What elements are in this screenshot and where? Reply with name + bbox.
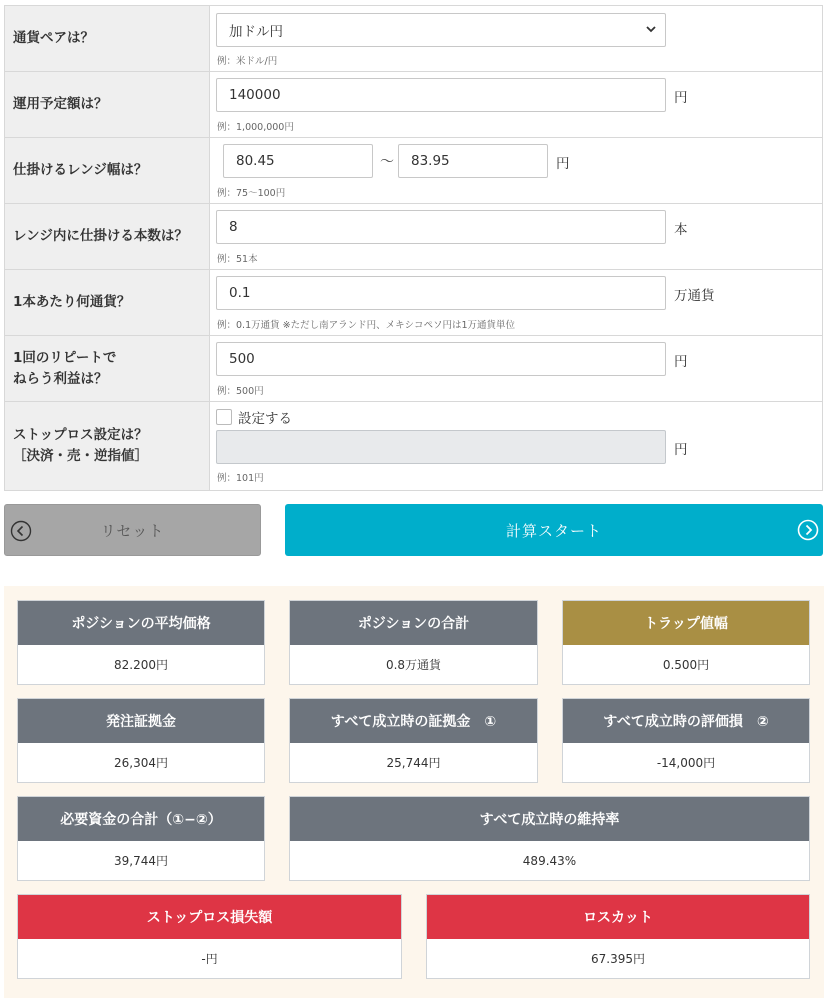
start-button[interactable] [285,504,823,556]
stoploss-unit: 円 [674,442,688,458]
currency-pair-value: 加ドル円 [229,24,283,40]
stoploss-loss-value: -円 [201,952,218,966]
required-funds-title: 必要資金の合計（①−②） [18,797,264,841]
stoploss-hint: 例：101円 [217,473,264,484]
filled-loss-title: すべて成立時の評価損 ② [563,699,809,743]
trap-width-card [562,600,810,685]
range-separator: 〜 [380,154,394,170]
reset-button-label: リセット [100,521,165,540]
stoploss-loss-card [17,894,402,979]
filled-margin-card [289,698,538,783]
start-button-label: 計算スタート [505,521,602,540]
filled-loss-card [562,698,810,783]
lot-hint: 例：0.1万通貨 ※ただし南アランド円、メキシコペソ円は1万通貨単位 [217,320,516,331]
chevron-right-circle-icon [797,519,819,541]
range-low-input[interactable]: 80.45 [223,144,373,178]
trap-width-title: トラップ値幅 [563,601,809,645]
profit-unit: 円 [674,354,688,370]
reset-button[interactable] [4,504,261,556]
avg-price-card [17,600,265,685]
budget-input[interactable]: 140000 [216,78,666,112]
budget-unit: 円 [674,90,688,106]
filled-loss-value: -14,000円 [656,756,716,770]
stoploss-input[interactable] [216,430,666,464]
profit-label: 1回のリピートで ねらう利益は？ [5,336,210,401]
chevron-down-icon [645,23,657,35]
stoploss-checkbox[interactable] [216,409,232,425]
maintenance-rate-title: すべて成立時の維持率 [290,797,809,841]
profit-hint: 例：500円 [217,386,264,397]
maintenance-rate-card [289,796,810,881]
required-funds-value: 39,744円 [114,854,168,868]
avg-price-value: 82.200円 [114,658,168,672]
count-hint: 例：51本 [217,254,258,265]
chevron-left-circle-icon [10,520,32,542]
range-unit: 円 [556,156,570,172]
avg-price-title: ポジションの平均価格 [18,601,264,645]
lot-input[interactable]: 0.1 [216,276,666,310]
budget-hint: 例：1,000,000円 [217,122,294,133]
row-lot [5,270,822,336]
currency-pair-hint: 例：米ドル/円 [217,56,278,67]
total-position-card [289,600,538,685]
row-count [5,204,822,270]
lot-label: 1本あたり何通貨？ [5,270,210,335]
required-funds-card [17,796,265,881]
maintenance-rate-value: 489.43% [522,853,577,868]
range-high-input[interactable]: 83.95 [398,144,548,178]
losscut-title: ロスカット [427,895,809,939]
results-panel [4,586,824,998]
lot-unit: 万通貨 [674,288,715,304]
filled-margin-title: すべて成立時の証拠金 ① [290,699,537,743]
stoploss-label: ストップロス設定は？ ［決済・売・逆指値］ [5,402,210,490]
total-position-title: ポジションの合計 [290,601,537,645]
count-label: レンジ内に仕掛ける本数は？ [5,204,210,269]
count-input[interactable]: 8 [216,210,666,244]
budget-label: 運用予定額は？ [5,72,210,137]
order-margin-title: 発注証拠金 [18,699,264,743]
trap-width-value: 0.500円 [662,658,710,672]
row-stoploss [5,402,822,490]
profit-input[interactable]: 500 [216,342,666,376]
stoploss-loss-title: ストップロス損失額 [18,895,401,939]
count-unit: 本 [674,222,688,238]
row-range [5,138,822,204]
range-hint: 例：75〜100円 [217,188,286,199]
order-margin-card [17,698,265,783]
stoploss-checkbox-label[interactable]: 設定する [238,411,292,427]
row-budget [5,72,822,138]
order-margin-value: 26,304円 [114,756,168,770]
filled-margin-value: 25,744円 [386,756,441,770]
total-position-value: 0.8万通貨 [385,658,442,672]
range-label: 仕掛けるレンジ幅は？ [5,138,210,203]
currency-pair-label: 通貨ペアは？ [5,6,210,71]
row-profit [5,336,822,402]
losscut-value: 67.395円 [591,952,645,966]
row-currency-pair [5,6,822,72]
simulation-form [4,5,823,491]
losscut-card [426,894,810,979]
currency-pair-select[interactable] [216,13,666,47]
